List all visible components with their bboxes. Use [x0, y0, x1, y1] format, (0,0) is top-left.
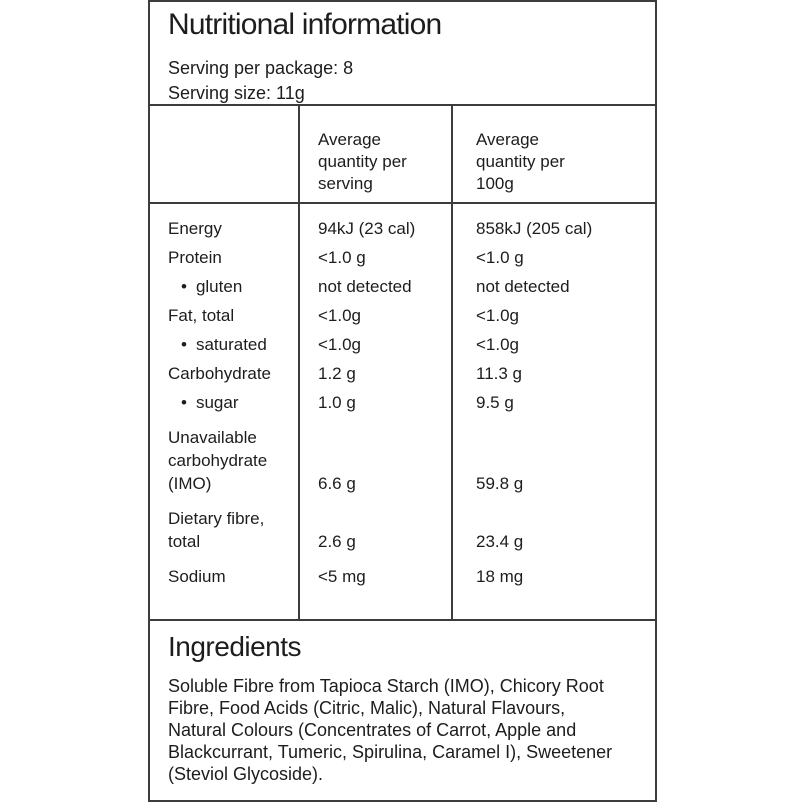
nutrient-cell [150, 275, 300, 298]
table-row [150, 304, 655, 327]
value-per-100g: <1.0g [476, 335, 520, 354]
nutrient-cell [150, 304, 300, 327]
table-row [150, 507, 655, 553]
ingredients-text: Soluble Fibre from Tapioca Starch (IMO), Chicory Root Fibre, Food Acids (Citric, Malic), Natural Flavours, Natural Colours (Concentrates of Carrot, Apple and Blackcurrant, Tumeric, Spirulina, Caramel I), Sweetener (Steviol Glycoside). [168, 676, 613, 784]
table-row [150, 246, 655, 269]
column-divider-2 [451, 106, 453, 621]
column-header-per-serving: Average quantity per serving [318, 130, 407, 193]
table-body [150, 204, 655, 621]
nutrition-table [150, 106, 655, 621]
value-per-100g: 9.5 g [476, 393, 514, 412]
nutrient-label: Sodium [168, 567, 226, 586]
nutrition-label [148, 0, 657, 802]
value-per-serving: <1.0 g [318, 248, 366, 267]
value-per-serving: <5 mg [318, 567, 366, 586]
nutrient-label: saturated [195, 335, 267, 354]
value-per-100g: 18 mg [476, 567, 524, 586]
nutrient-label: Fat, total [168, 306, 235, 325]
page-title: Nutritional information [168, 8, 442, 41]
value-per-100g: 23.4 g [476, 532, 524, 551]
value-per-serving: 1.0 g [318, 393, 356, 412]
ingredients-heading: Ingredients [168, 631, 302, 662]
nutrient-label: Energy [168, 219, 222, 238]
nutrient-cell [150, 333, 300, 356]
value-per-serving: 94kJ (23 cal) [318, 219, 416, 238]
nutrient-cell [150, 217, 300, 240]
value-per-100g: 858kJ (205 cal) [476, 219, 593, 238]
table-header-row [150, 106, 655, 204]
nutrient-label: gluten [195, 277, 243, 296]
nutrient-label: Carbohydrate [168, 364, 272, 383]
value-per-serving: 1.2 g [318, 364, 356, 383]
bullet-icon: • [181, 335, 187, 354]
nutrient-cell [150, 246, 300, 269]
table-row [150, 391, 655, 414]
bullet-icon: • [181, 393, 187, 412]
nutrient-cell [150, 362, 300, 385]
nutrient-cell [150, 426, 300, 495]
table-row [150, 333, 655, 356]
column-divider-1 [298, 106, 300, 621]
table-row [150, 275, 655, 298]
nutrient-label: Unavailable carbohydrate (IMO) [168, 428, 268, 493]
table-row [150, 217, 655, 240]
table-row [150, 426, 655, 495]
column-header-per-100g: Average quantity per 100g [476, 130, 565, 193]
ingredients-section [150, 621, 655, 785]
value-per-serving: not detected [318, 277, 412, 296]
nutrient-cell [150, 391, 300, 414]
nutrient-label: Dietary fibre, total [168, 509, 265, 551]
nutrient-label: Protein [168, 248, 222, 267]
value-per-serving: <1.0g [318, 306, 362, 325]
value-per-100g: 59.8 g [476, 474, 524, 493]
serving-per-package: Serving per package: 8 [168, 58, 354, 78]
table-row [150, 362, 655, 385]
bullet-icon: • [181, 277, 187, 296]
serving-size: Serving size: 11g [168, 83, 305, 103]
nutrient-label: sugar [195, 393, 239, 412]
table-row [150, 565, 655, 588]
nutrient-cell [150, 507, 300, 553]
value-per-serving: 6.6 g [318, 474, 356, 493]
value-per-100g: <1.0g [476, 306, 520, 325]
value-per-serving: 2.6 g [318, 532, 356, 551]
label-header [150, 2, 655, 106]
value-per-100g: 11.3 g [476, 364, 523, 383]
value-per-100g: <1.0 g [476, 248, 524, 267]
value-per-serving: <1.0g [318, 335, 362, 354]
value-per-100g: not detected [476, 277, 570, 296]
nutrient-cell [150, 565, 300, 588]
